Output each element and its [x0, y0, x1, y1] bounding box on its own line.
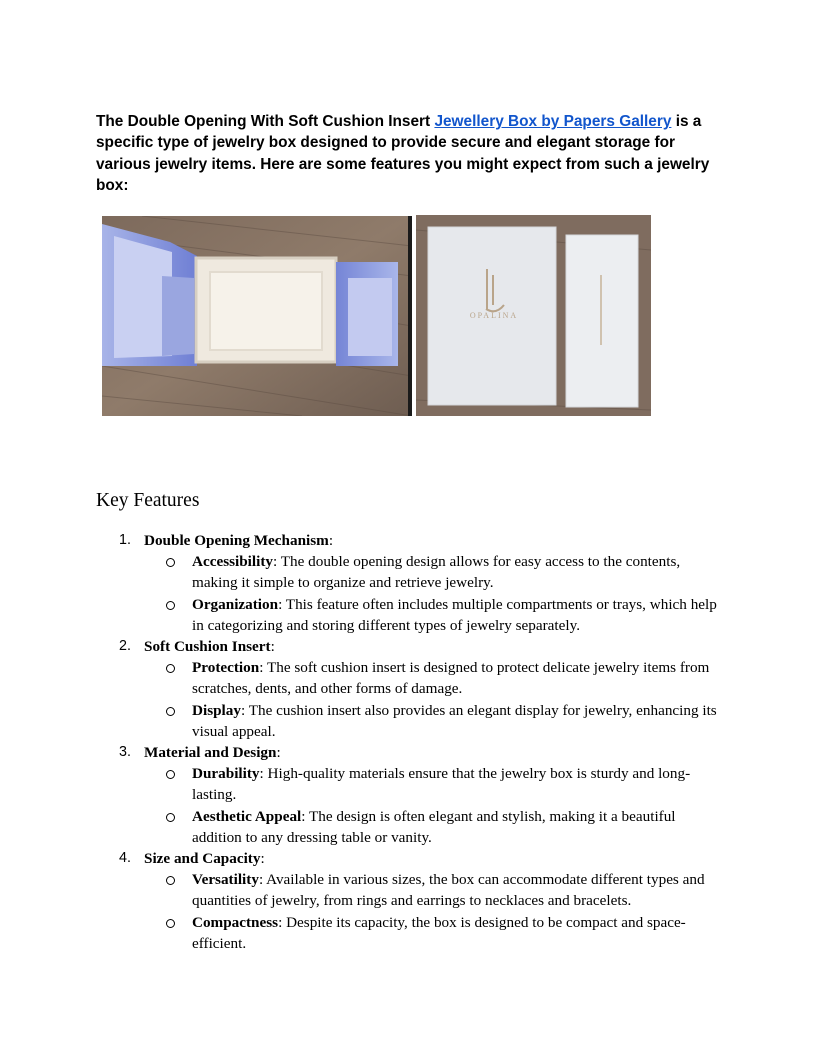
- hollow-bullet-icon: [166, 876, 175, 885]
- point-term: Aesthetic Appeal: [192, 807, 302, 825]
- intro-text-start: The Double Opening With Soft Cushion Insert: [96, 113, 435, 130]
- feature-point: [0, 869, 816, 911]
- feature-point: [0, 912, 816, 954]
- feature-title: Size and Capacity: [144, 850, 261, 868]
- feature-number: 1.: [119, 532, 131, 548]
- closed-jewelry-box-photo: [416, 215, 651, 416]
- papers-gallery-link[interactable]: Jewellery Box by Papers Gallery: [434, 113, 672, 130]
- feature-point: [0, 657, 816, 699]
- point-text: : Despite its capacity, the box is designed to be compact and space-efficient.: [192, 913, 686, 952]
- features-list: [0, 530, 816, 954]
- feature-number: 4.: [119, 850, 131, 867]
- point-term: Compactness: [192, 913, 279, 931]
- intro-text-end: is a specific type of jewelry box designed to provide secure and elegant storage for various jewelry items. Here are some features you might expect from such a jewelry box:: [96, 113, 710, 194]
- hollow-bullet-icon: [166, 664, 175, 673]
- feature-title: Soft Cushion Insert: [144, 638, 271, 656]
- brand-text: OPALINA: [469, 311, 519, 320]
- feature-number: 2.: [119, 638, 131, 655]
- point-text: : The soft cushion insert is designed to protect delicate jewelry items from scratches, dents, and other forms of damage.: [192, 659, 710, 698]
- point-text: : High-quality materials ensure that the jewelry box is sturdy and long-lasting.: [192, 765, 691, 804]
- feature-item: 3. Material and Design:: [0, 742, 816, 763]
- key-features-heading: Key Features: [96, 490, 200, 511]
- feature-point: [0, 806, 816, 848]
- feature-point: [0, 551, 816, 593]
- hollow-bullet-icon: [166, 919, 175, 928]
- point-term: Versatility: [192, 871, 259, 889]
- feature-number: 3.: [119, 744, 131, 761]
- feature-point: [0, 763, 816, 805]
- hollow-bullet-icon: [166, 770, 175, 779]
- feature-point: [0, 700, 816, 742]
- point-term: Durability: [192, 765, 260, 783]
- intro-paragraph: [96, 111, 720, 196]
- feature-item: 4. Size and Capacity:: [0, 848, 816, 869]
- hollow-bullet-icon: [166, 813, 175, 822]
- hollow-bullet-icon: [166, 601, 175, 610]
- feature-item: 1. Double Opening Mechanism:: [0, 530, 816, 551]
- feature-title: Double Opening Mechanism: [144, 532, 329, 549]
- feature-point: [0, 594, 816, 636]
- hollow-bullet-icon: [166, 558, 175, 567]
- point-text: : The cushion insert also provides an elegant display for jewelry, enhancing its visual appeal.: [192, 701, 717, 740]
- open-jewelry-box-photo: [102, 216, 412, 416]
- point-term: Organization: [192, 595, 279, 613]
- feature-item: 2. Soft Cushion Insert:: [0, 636, 816, 657]
- point-term: Display: [192, 701, 241, 719]
- point-text: : The design is often elegant and stylish, making it a beautiful addition to any dressing table or vanity.: [192, 807, 676, 846]
- hollow-bullet-icon: [166, 707, 175, 716]
- point-text: : Available in various sizes, the box can accommodate different types and quantities of jewelry, from rings and earrings to necklaces and bracelets.: [192, 871, 705, 910]
- feature-title: Material and Design: [144, 744, 277, 762]
- point-term: Protection: [192, 659, 260, 677]
- point-text: : This feature often includes multiple compartments or trays, which help in categorizing and storing different types of jewelry separately.: [192, 595, 717, 634]
- point-term: Accessibility: [192, 553, 273, 571]
- point-text: : The double opening design allows for easy access to the contents, making it simple to organize and retrieve jewelry.: [192, 553, 681, 592]
